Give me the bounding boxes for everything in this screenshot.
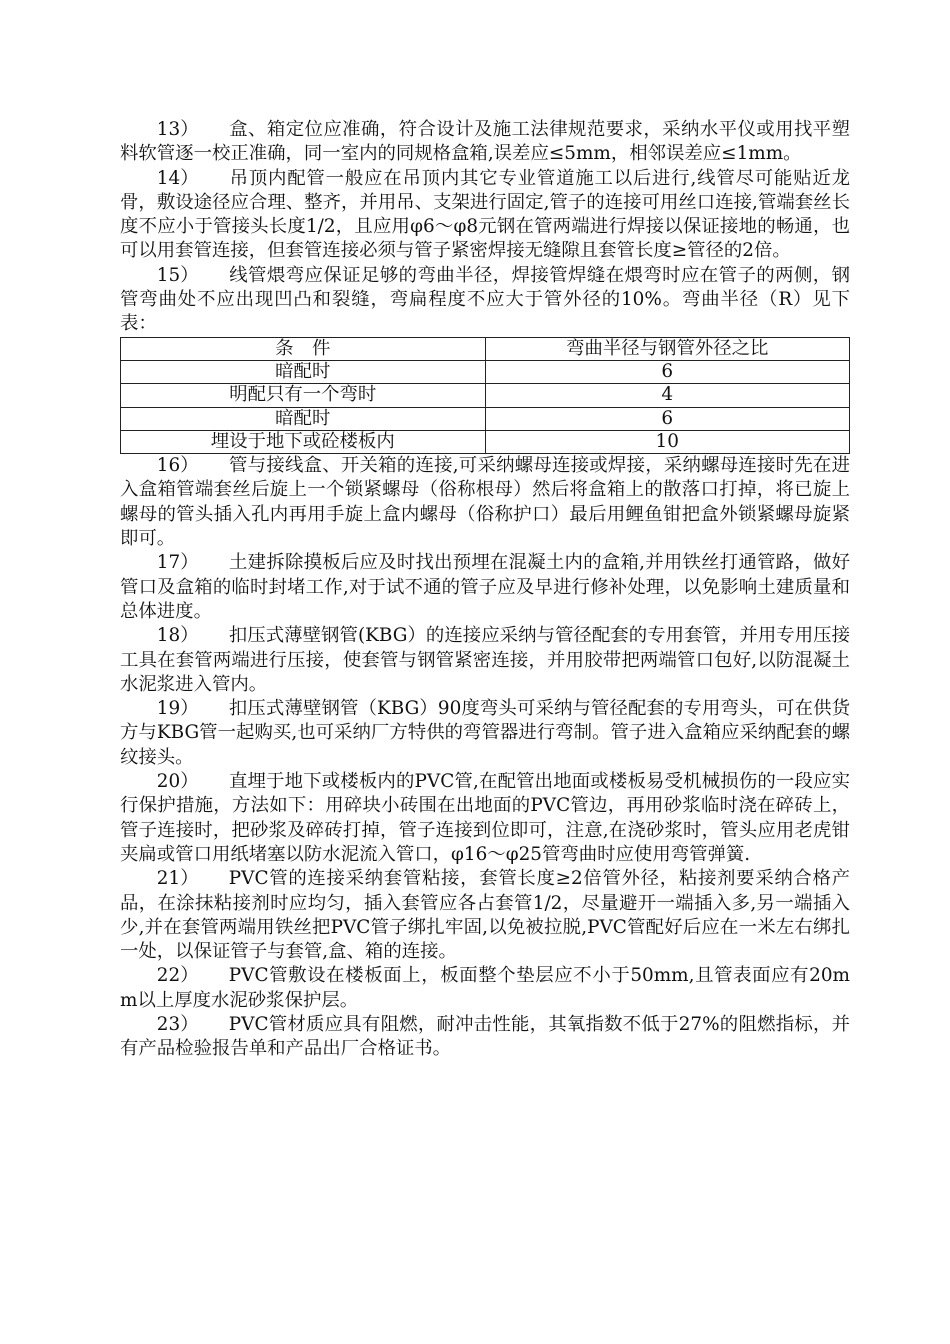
table-cell-condition: 暗配时 [121, 407, 486, 430]
paragraph-text: PVC管材质应具有阻燃，耐冲击性能，其氧指数不低于27%的阻燃指标，并有产品检验报告单和产品出厂合格证书。 [120, 1013, 850, 1060]
table-header-row [121, 337, 850, 360]
table-cell-ratio: 10 [485, 430, 849, 453]
paragraphs-before-table [120, 118, 850, 337]
paragraphs-after-table [120, 454, 850, 1061]
paragraph [120, 964, 850, 1013]
paragraph-text: 线管煨弯应保证足够的弯曲半径，焊接管焊缝在煨弯时应在管子的两侧，钢管弯曲处不应出现凹凸和裂缝，弯扁程度不应大于管外径的10%。弯曲半径（R）见下表： [120, 264, 850, 335]
table-row [121, 384, 850, 407]
paragraph-text: PVC管的连接采纳套管粘接，套管长度≥2倍管外径，粘接剂要采纳合格产品，在涂抹粘接剂时应均匀，插入套管应各占套管1/2，尽量避开一端插入多,另一端插入少,并在套管两端用铁丝把PVC管子绑扎牢固,以免被拉脱,PVC管配好后应在一米左右绑扎一处，以保证管子与套管,盒、箱的连接。 [120, 868, 850, 963]
paragraph-number: 21） [156, 868, 199, 890]
document-page [120, 118, 850, 1062]
paragraph-text: 吊顶内配管一般应在吊顶内其它专业管道施工以后进行,线管尽可能贴近龙骨，敷设途径应合理、整齐，并用吊、支架进行固定,管子的连接可用丝口连接,管端套丝长度不应小于管接头长度1/2，且应用φ6～φ8元钢在管两端进行焊接以保证接地的畅通，也可以用套管连接，但套管连接必须与管子紧密焊接无缝隙且套管长度≥管径的2倍。 [120, 167, 850, 262]
paragraph-number: 20） [156, 771, 199, 793]
paragraph [120, 454, 850, 551]
paragraph-text: 土建拆除摸板后应及时找出预埋在混凝土内的盒箱,并用铁丝打通管路，做好管口及盒箱的临时封堵工作,对于试不通的管子应及早进行修补处理，以免影响土建质量和总体进度。 [120, 552, 850, 622]
table-row [121, 407, 850, 430]
paragraph-text: PVC管敷设在楼板面上，板面整个垫层应不小于50mm,且管表面应有20mm以上厚度水泥砂浆保护层。 [120, 965, 850, 1011]
paragraph-number: 22） [156, 965, 199, 987]
paragraph-text: 盒、箱定位应准确，符合设计及施工法律规范要求，采纳水平仪或用找平塑料软管逐一校正准确，同一室内的同规格盒箱,误差应≤5mm，相邻误差应≤1mm。 [120, 119, 850, 165]
table-cell-ratio: 6 [485, 407, 849, 430]
paragraph-text: 直埋于地下或楼板内的PVC管,在配管出地面或楼板易受机械损伤的一段应实行保护措施，方法如下：用碎块小砖围在出地面的PVC管边，再用砂浆临时浇在碎砖上，管子连接时，把砂浆及碎砖打掉，管子连接到位即可，注意,在浇砂浆时，管头应用老虎钳夹扁或管口用纸堵塞以防水泥流入管口，φ16～φ25管弯曲时应使用弯管弹簧. [120, 771, 850, 865]
paragraph [120, 624, 850, 697]
paragraph [120, 167, 850, 264]
paragraph [120, 264, 850, 337]
table-row [121, 430, 850, 453]
table-cell-ratio: 4 [485, 384, 849, 407]
paragraph [120, 1013, 850, 1062]
table-cell-condition: 暗配时 [121, 360, 486, 383]
paragraph-number: 15） [156, 264, 199, 286]
paragraph-number: 13） [156, 119, 199, 140]
table-row [121, 360, 850, 383]
paragraph-number: 16） [156, 455, 199, 477]
table-cell-condition: 埋设于地下或砼楼板内 [121, 430, 486, 453]
paragraph-number: 17） [156, 552, 199, 574]
table-cell-ratio: 6 [485, 360, 849, 383]
paragraph-number: 23） [156, 1013, 199, 1035]
paragraph [120, 551, 850, 624]
paragraph-number: 14） [156, 167, 199, 189]
paragraph-number: 19） [156, 698, 199, 720]
paragraph [120, 770, 850, 867]
paragraph-text: 管与接线盒、开关箱的连接,可采纳螺母连接或焊接，采纳螺母连接时先在进入盒箱管端套丝后旋上一个锁紧螺母（俗称根母）然后将盒箱上的散落口打掉，将已旋上螺母的管头插入孔内再用手旋上盒内螺母（俗称护口）最后用鲤鱼钳把盒外锁紧螺母旋紧即可。 [120, 455, 850, 550]
paragraph-text: 扣压式薄壁钢管（KBG）90度弯头可采纳与管径配套的专用弯头，可在供货方与KBG管一起购买,也可采纳厂方特供的弯管器进行弯制。管子进入盒箱应采纳配套的螺纹接头。 [120, 698, 850, 768]
paragraph-number: 18） [156, 625, 199, 647]
bend-radius-table [120, 337, 850, 454]
table-cell-condition: 明配只有一个弯时 [121, 384, 486, 407]
paragraph [120, 697, 850, 770]
paragraph [120, 118, 850, 167]
table-header-condition: 条 件 [121, 337, 486, 360]
paragraph-text: 扣压式薄壁钢管(KBG）的连接应采纳与管径配套的专用套管，并用专用压接工具在套管两端进行压接，使套管与钢管紧密连接，并用胶带把两端管口包好,以防混凝土水泥浆进入管内。 [120, 625, 850, 695]
paragraph [120, 867, 850, 964]
table-header-ratio: 弯曲半径与钢管外径之比 [485, 337, 849, 360]
